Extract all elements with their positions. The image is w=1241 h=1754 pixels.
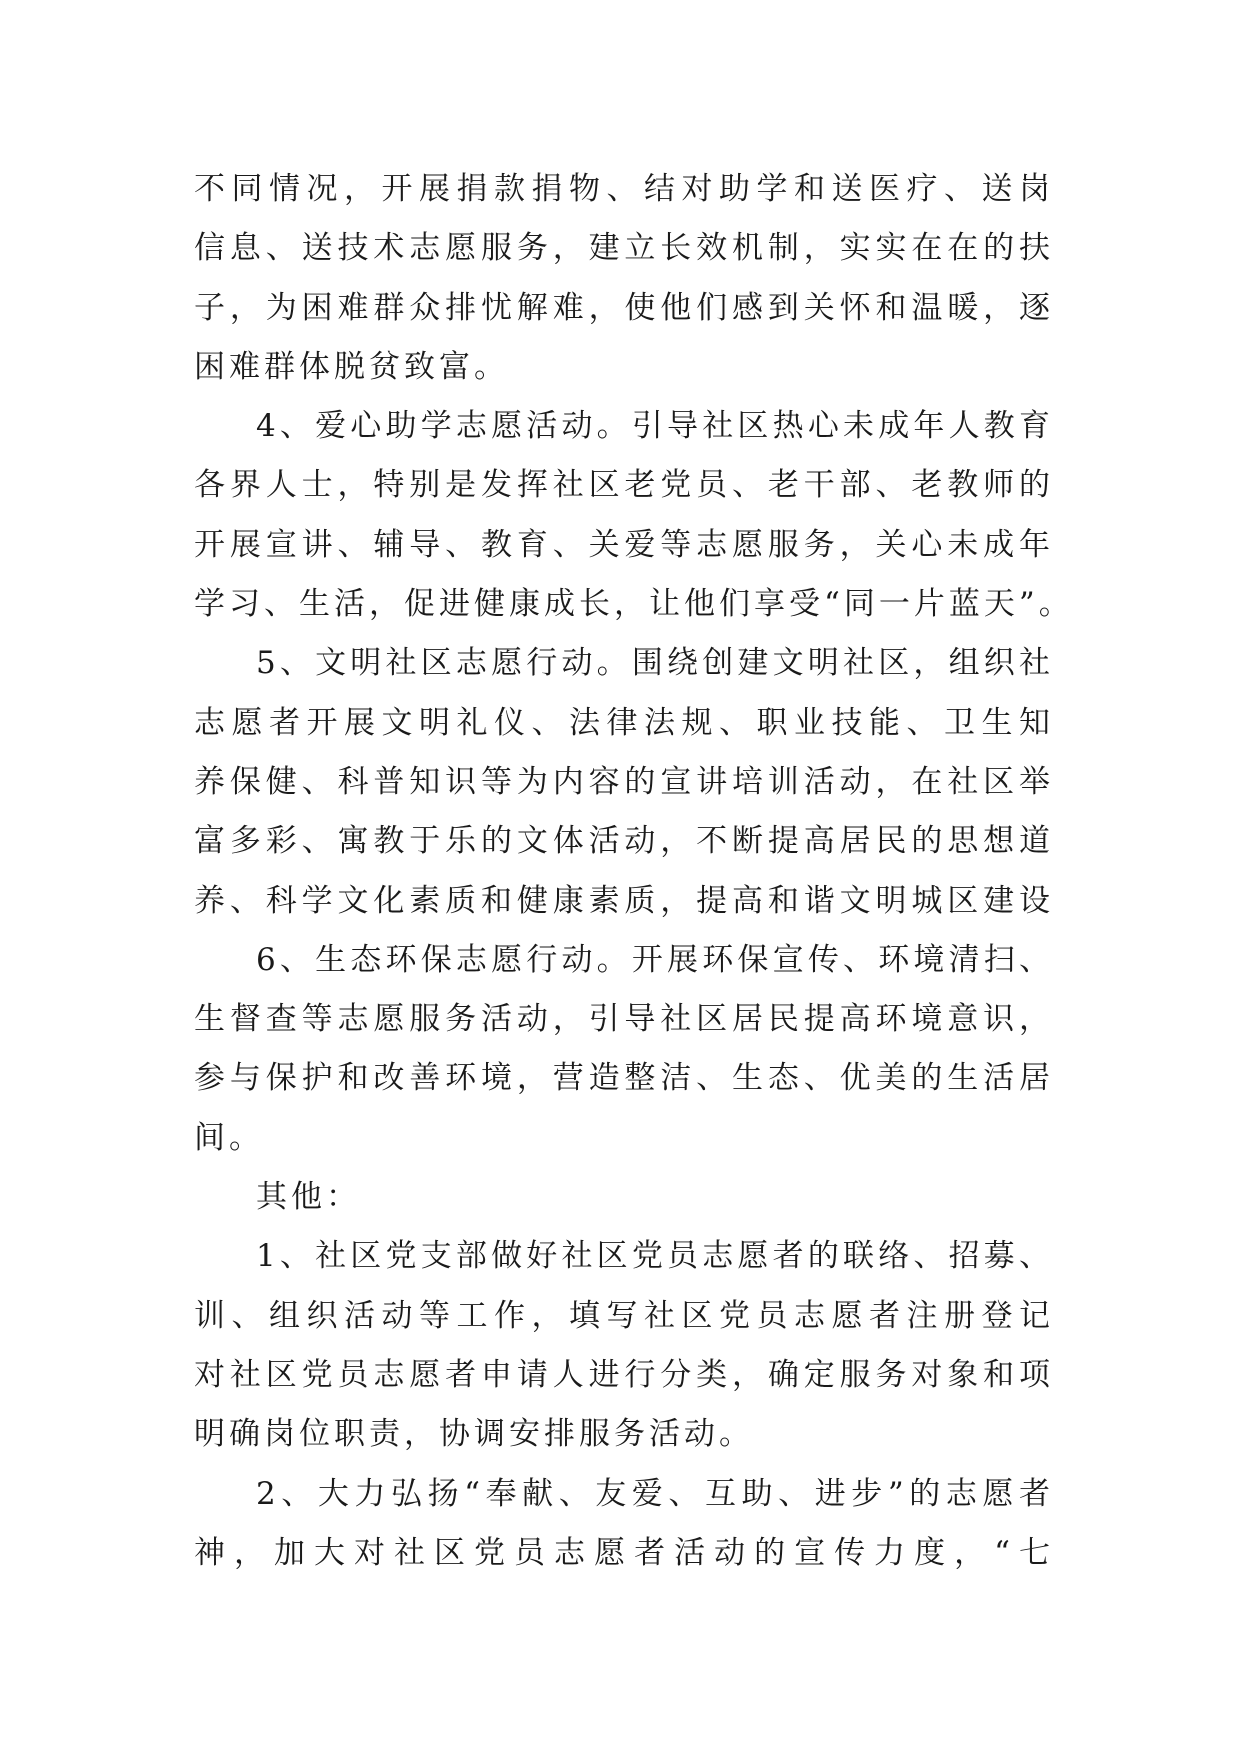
text-line: 生督查等志愿服务活动，引导社区居民提高环境意识， bbox=[194, 1001, 1054, 1038]
text-line: 养保健、科普知识等为内容的宣讲培训活动，在社区举 bbox=[194, 763, 1054, 800]
text-line: 不同情况，开展捐款捐物、结对助学和送医疗、送岗 bbox=[194, 171, 1054, 207]
text-line: 1、社区党支部做好社区党员志愿者的联络、招募、 bbox=[256, 1238, 1054, 1275]
text-line: 富多彩、寓教于乐的文体活动，不断提高居民的思想道 bbox=[194, 823, 1054, 860]
text-line: 学习、生活，促进健康成长，让他们享受“同一片蓝天”。 bbox=[194, 586, 1074, 623]
text-line: 各界人士，特别是发挥社区老党员、老干部、老教师的 bbox=[194, 467, 1054, 504]
text-line: 间。 bbox=[194, 1119, 264, 1156]
text-line: 养、科学文化素质和健康素质，提高和谐文明城区建设 bbox=[194, 882, 1054, 919]
text-line: 神，加大对社区党员志愿者活动的宣传力度，“七 bbox=[194, 1534, 1054, 1571]
text-line: 困难群体脱贫致富。 bbox=[194, 348, 509, 385]
text-line: 4、爱心助学志愿活动。引导社区热心未成年人教育 bbox=[256, 408, 1054, 445]
text-line: 志愿者开展文明礼仪、法律法规、职业技能、卫生知 bbox=[194, 704, 1054, 741]
text-line: 训、组织活动等工作，填写社区党员志愿者注册登记 bbox=[194, 1297, 1054, 1334]
text-line: 子，为困难群众排忧解难，使他们感到关怀和温暖，逐 bbox=[194, 289, 1054, 326]
text-line: 对社区党员志愿者申请人进行分类，确定服务对象和项 bbox=[194, 1356, 1054, 1393]
text-line: 参与保护和改善环境，营造整洁、生态、优美的生活居 bbox=[194, 1060, 1054, 1097]
text-line: 2、大力弘扬“奉献、友爱、互助、进步”的志愿者 bbox=[256, 1475, 1054, 1512]
text-line: 信息、送技术志愿服务，建立长效机制，实实在在的扶 bbox=[194, 230, 1054, 267]
text-line: 开展宣讲、辅导、教育、关爱等志愿服务，关心未成年 bbox=[194, 526, 1054, 563]
text-line: 明确岗位职责，协调安排服务活动。 bbox=[194, 1416, 754, 1453]
text-line: 5、文明社区志愿行动。围绕创建文明社区，组织社 bbox=[256, 645, 1054, 682]
body-text bbox=[194, 160, 1074, 1583]
text-line: 其他： bbox=[256, 1179, 361, 1216]
text-line: 6、生态环保志愿行动。开展环保宣传、环境清扫、 bbox=[256, 941, 1054, 978]
